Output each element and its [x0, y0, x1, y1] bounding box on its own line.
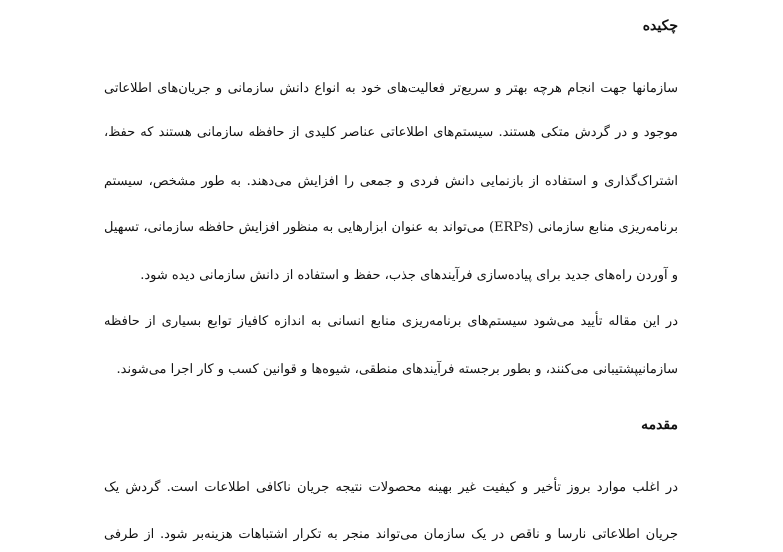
abstract-line: در این مقاله تأیید می‌شود سیستم‌های برنامه‌ریزی منابع انسانی به اندازه کافیاز توابع بسیاری از حافظه	[104, 314, 678, 329]
abstract-line: اشتراک‌گذاری و استفاده از بازنمایی دانش فردی و جمعی را افزایش می‌دهند. به طور مشخص، سیستم	[104, 174, 678, 189]
abstract-line: سازمانها جهت انجام هرچه بهتر و سریع‌تر فعالیت‌های خود به انواع دانش سازمانی و جریان‌های اطلاعاتی	[104, 81, 678, 96]
abstract-line: موجود و در گردش متکی هستند. سیستم‌های اطلاعاتی عناصر کلیدی از حافظه سازمانی هستند که حفظ،	[104, 125, 678, 140]
abstract-line: سازمانیپشتیبانی می‌کنند، و بطور برجسته فرآیندهای منطقی، شیوه‌ها و قوانین کسب و کار اجرا می‌شوند.	[116, 362, 678, 377]
introduction-heading: مقدمه	[641, 417, 678, 433]
introduction-line: جریان اطلاعاتی نارسا و ناقص در یک سازمان می‌تواند منجر به تکرار اشتباهات هزینه‌بر شود. از طرفی	[104, 527, 678, 542]
introduction-line: در اغلب موارد بروز تأخیر و کیفیت غیر بهینه محصولات نتیجه جریان ناکافی اطلاعات است. گردش یک	[104, 480, 678, 495]
abstract-line: و آوردن راه‌های جدید برای پیاده‌سازی فرآیندهای جذب، حفظ و استفاده از دانش سازمانی دیده شود.	[140, 268, 678, 283]
abstract-heading: چکیده	[642, 18, 678, 34]
abstract-line: برنامه‌ریزی منابع سازمانی (ERPs) می‌تواند به عنوان ابزارهایی به منظور افزایش حافظه سازمانی، تسهیل	[104, 220, 678, 235]
